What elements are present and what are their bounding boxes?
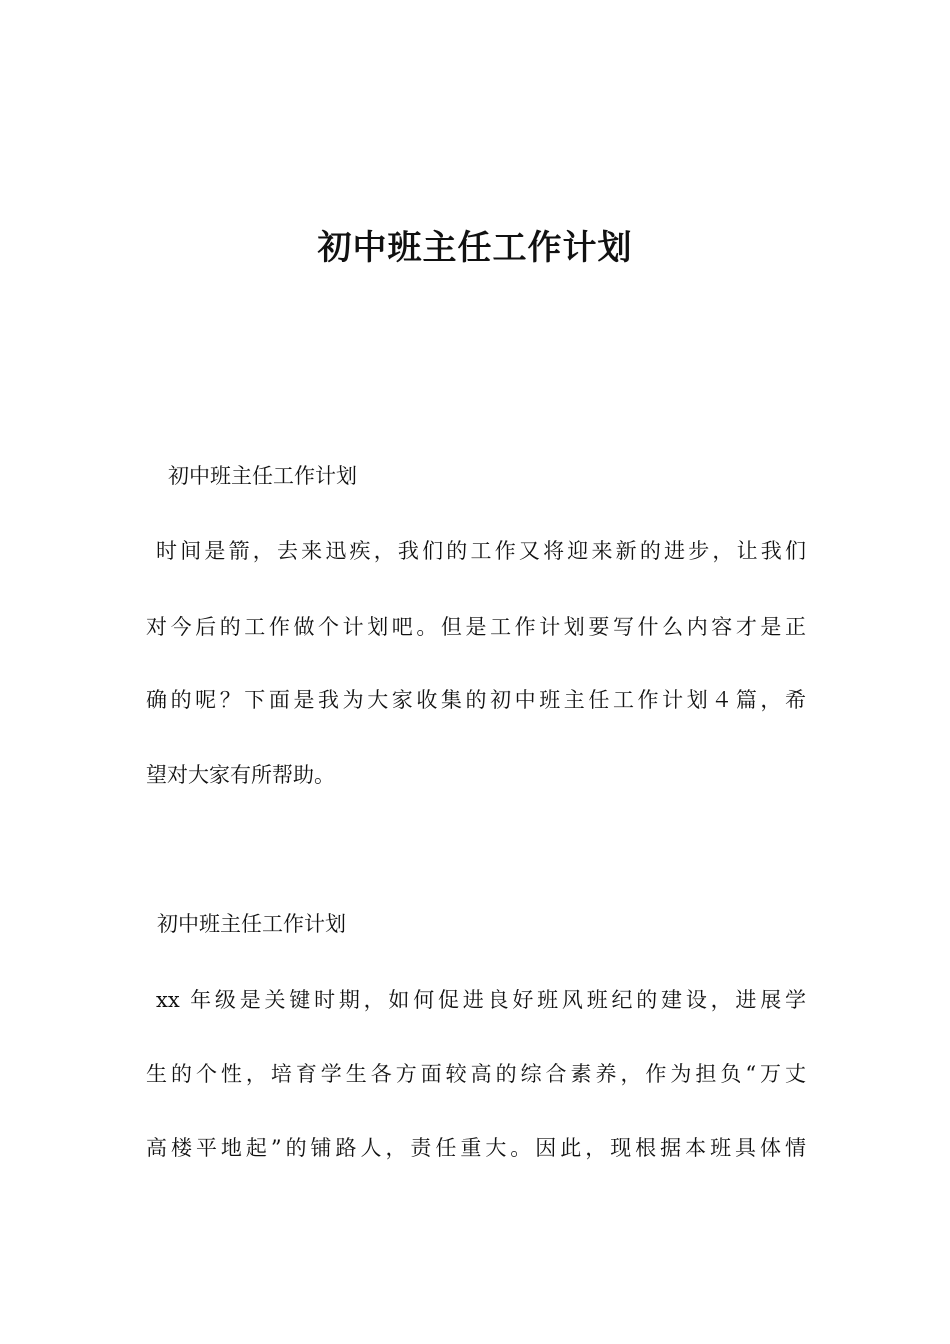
paragraph-line: xx 年级是关键时期，如何促进良好班风班纪的建设，进展学	[156, 988, 806, 1012]
section-heading: 初中班主任工作计划	[157, 912, 346, 936]
paragraph-line: 对今后的工作做个计划吧。但是工作计划要写什么内容才是正	[146, 615, 806, 639]
document-title: 初中班主任工作计划	[317, 228, 633, 268]
paragraph-line: 确的呢？下面是我为大家收集的初中班主任工作计划４篇，希	[146, 688, 806, 712]
paragraph-line: 生的个性，培育学生各方面较高的综合素养，作为担负“万丈	[146, 1062, 806, 1086]
paragraph-line: 高楼平地起”的铺路人，责任重大。因此，现根据本班具体情	[146, 1136, 806, 1160]
paragraph-line: 望对大家有所帮助。	[146, 763, 335, 787]
section-heading: 初中班主任工作计划	[168, 464, 357, 488]
paragraph-line: 时间是箭，去来迅疾，我们的工作又将迎来新的进步，让我们	[156, 539, 806, 563]
